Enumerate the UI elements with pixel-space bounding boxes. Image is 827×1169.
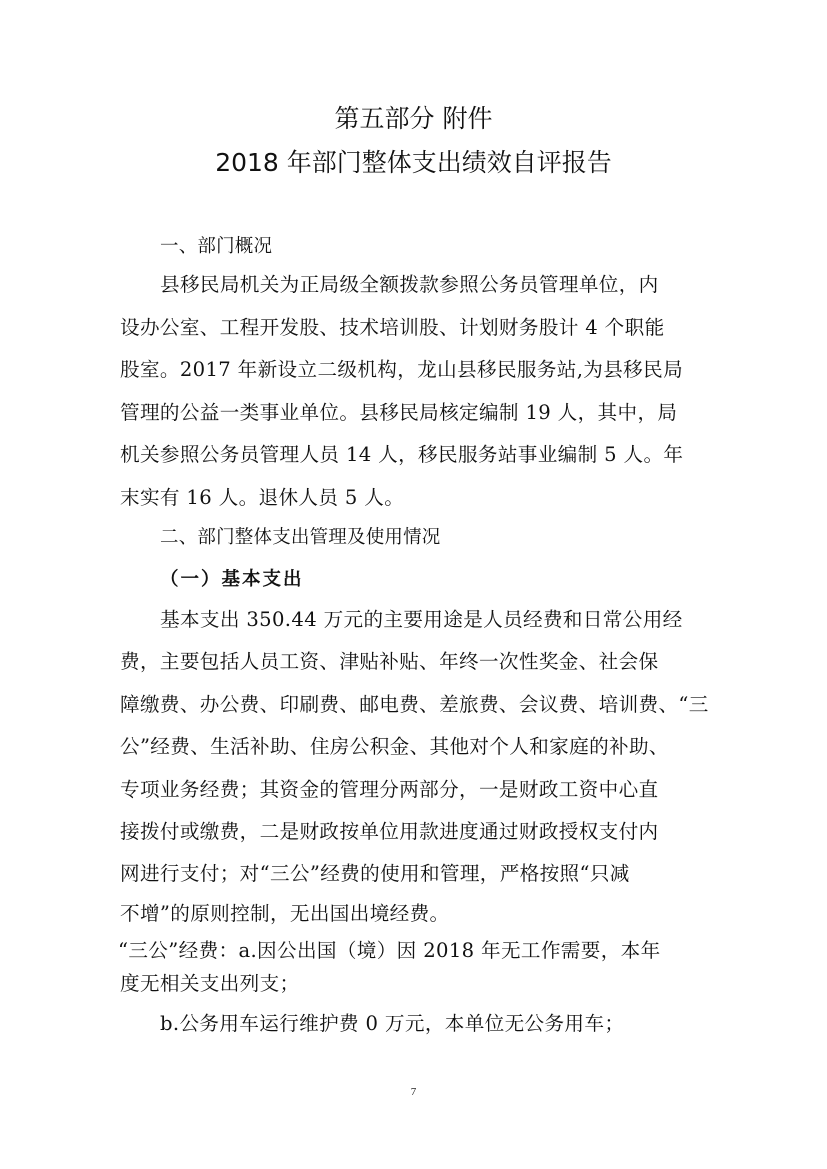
paragraph-line: 专项业务经费；其资金的管理分两部分，一是财政工资中心直 (120, 778, 659, 801)
paragraph-line: 股室。2017 年新设立二级机构，龙山县移民服务站,为县移民局 (120, 358, 684, 381)
paragraph-line: “三公”经费：a.因公出国（境）因 2018 年无工作需要，本年 (118, 939, 661, 962)
paragraph-line: 管理的公益一类事业单位。县移民局核定编制 19 人，其中，局 (120, 401, 678, 424)
paragraph-line: 度无相关支出列支； (120, 972, 300, 995)
document-title: 2018 年部门整体支出绩效自评报告 (215, 148, 612, 177)
paragraph-line: 公”经费、生活补助、住房公积金、其他对个人和家庭的补助、 (120, 735, 669, 758)
paragraph-line: 网进行支付；对“三公”经费的使用和管理，严格按照“只减 (120, 862, 630, 885)
paragraph-line: 机关参照公务员管理人员 14 人，移民服务站事业编制 5 人。年 (120, 443, 684, 466)
paragraph-line: b.公务用车运行维护费 0 万元，本单位无公务用车； (160, 1012, 625, 1035)
paragraph-line: 设办公室、工程开发股、技术培训股、计划财务股计 4 个职能 (120, 316, 665, 339)
document-title-part: 第五部分 附件 (334, 104, 493, 133)
paragraph-line: 费，主要包括人员工资、津贴补贴、年终一次性奖金、社会保 (120, 650, 659, 673)
paragraph-line: 基本支出 350.44 万元的主要用途是人员经费和日常公用经 (160, 608, 683, 631)
subsection-heading-basic-expenditure: （一）基本支出 (160, 569, 304, 590)
page-number: 7 (410, 1086, 417, 1098)
section-heading-expenditure: 二、部门整体支出管理及使用情况 (160, 527, 441, 548)
paragraph-line: 末实有 16 人。退休人员 5 人。 (120, 486, 405, 509)
paragraph-line: 接拨付或缴费，二是财政按单位用款进度通过财政授权支付内 (120, 820, 659, 843)
paragraph-line: 不增”的原则控制，无出国出境经费。 (120, 902, 450, 925)
paragraph-line: 县移民局机关为正局级全额拨款参照公务员管理单位，内 (160, 273, 659, 296)
section-heading-department-overview: 一、部门概况 (160, 236, 273, 257)
paragraph-line: 障缴费、办公费、印刷费、邮电费、差旅费、会议费、培训费、“三 (120, 693, 709, 716)
